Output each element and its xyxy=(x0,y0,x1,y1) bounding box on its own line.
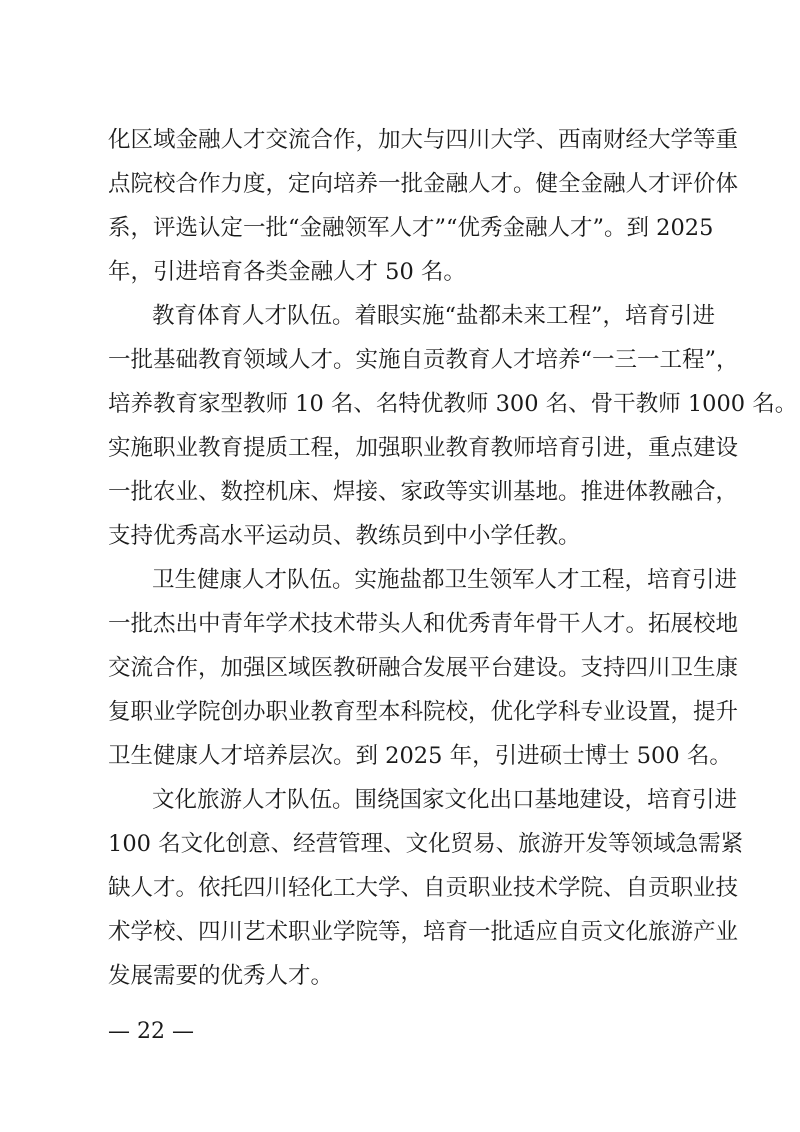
paragraph-line: 年，引进培育各类金融人才 50 名。 xyxy=(108,259,466,285)
paragraph-line: 培养教育家型教师 10 名、名特优教师 300 名、骨干教师 1000 名。 xyxy=(108,391,798,417)
paragraph-line: 交流合作，加强区域医教研融合发展平台建设。支持四川卫生康 xyxy=(108,655,739,681)
paragraph-line: 系，评选认定一批“金融领军人才”“优秀金融人才”。到 2025 xyxy=(108,215,714,241)
paragraph-line: 实施职业教育提质工程，加强职业教育教师培育引进，重点建设 xyxy=(108,435,739,461)
paragraph-line: 点院校合作力度，定向培养一批金融人才。健全金融人才评价体 xyxy=(108,171,739,197)
paragraph-line: 卫生健康人才队伍。实施盐都卫生领军人才工程，培育引进 xyxy=(152,567,738,593)
paragraph-line: 支持优秀高水平运动员、教练员到中小学任教。 xyxy=(108,523,581,549)
paragraph-line: 一批基础教育领域人才。实施自贡教育人才培养“一三一工程”， xyxy=(108,347,739,373)
paragraph-line: 文化旅游人才队伍。围绕国家文化出口基地建设，培育引进 xyxy=(152,787,738,813)
paragraph-line: 化区域金融人才交流合作，加大与四川大学、西南财经大学等重 xyxy=(108,127,739,153)
paragraph-line: 一批农业、数控机床、焊接、家政等实训基地。推进体教融合， xyxy=(108,479,739,505)
paragraph-line: 一批杰出中青年学术技术带头人和优秀青年骨干人才。拓展校地 xyxy=(108,611,739,637)
paragraph-line: 教育体育人才队伍。着眼实施“盐都未来工程”，培育引进 xyxy=(152,303,716,329)
paragraph-line: 术学校、四川艺术职业学院等，培育一批适应自贡文化旅游产业 xyxy=(108,919,739,945)
page-number: — 22 — xyxy=(108,1019,194,1044)
paragraph-line: 卫生健康人才培养层次。到 2025 年，引进硕士博士 500 名。 xyxy=(108,743,732,769)
paragraph-line: 缺人才。依托四川轻化工大学、自贡职业技术学院、自贡职业技 xyxy=(108,875,739,901)
paragraph-line: 复职业学院创办职业教育型本科院校，优化学科专业设置，提升 xyxy=(108,699,739,725)
paragraph-line: 发展需要的优秀人才。 xyxy=(108,963,334,989)
paragraph-line: 100 名文化创意、经营管理、文化贸易、旅游开发等领域急需紧 xyxy=(108,831,744,857)
